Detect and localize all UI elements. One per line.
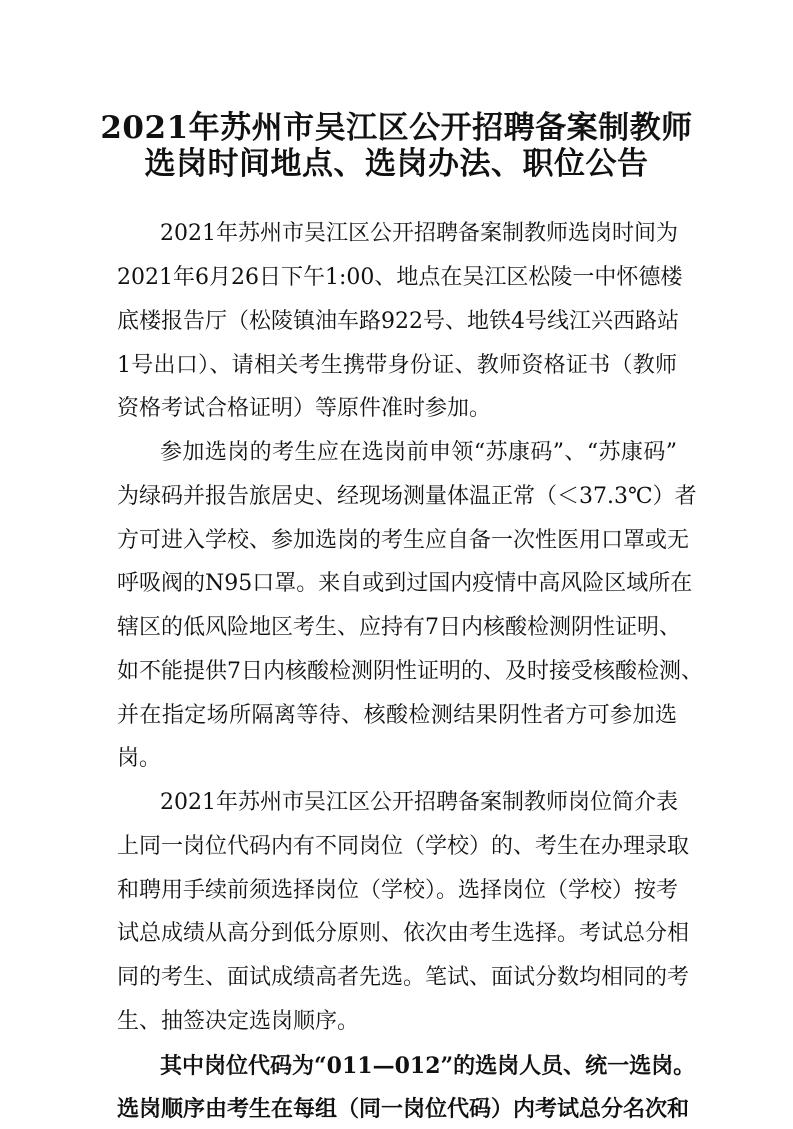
paragraph-3-line: 上同一岗位代码内有不同岗位（学校）的、考生在办理录取 (117, 834, 690, 859)
paragraph-2-line: 呼吸阀的N95口罩。来自或到过国内疫情中高风险区域所在 (117, 571, 693, 596)
paragraph-1-line: 资格考试合格证明）等原件准时参加。 (117, 396, 492, 421)
paragraph-3-line: 生、抽签决定选岗顺序。 (117, 1009, 360, 1034)
paragraph-2-line: 如不能提供7日内核酸检测阴性证明的、及时接受核酸检测、 (117, 659, 703, 684)
paragraph-2-line: 并在指定场所隔离等待、核酸检测结果阴性者方可参加选 (117, 703, 677, 728)
paragraph-1-line: 底楼报告厅（松陵镇油车路922号、地铁4号线江兴西路站 (117, 309, 679, 334)
paragraph-2-line: 岗。 (117, 746, 162, 771)
paragraph-4-line: 其中岗位代码为“011—012”的选岗人员、统一选岗。 (160, 1053, 696, 1079)
paragraph-3-line: 和聘用手续前须选择岗位（学校）。选择岗位（学校）按考 (117, 878, 679, 903)
paragraph-3-line: 试总成绩从高分到低分原则、依次由考生选择。考试总分相 (117, 921, 690, 946)
paragraph-2-line: 为绿码并报告旅居史、经现场测量体温正常（＜37.3℃）者 (117, 484, 697, 509)
paragraph-3-line: 2021年苏州市吴江区公开招聘备案制教师岗位简介表 (160, 790, 678, 815)
paragraph-1-line: 2021年6月26日下午1:00、地点在吴江区松陵一中怀德楼 (117, 265, 683, 290)
paragraph-2-line: 参加选岗的考生应在选岗前申领“苏康码”、“苏康码” (160, 440, 677, 465)
paragraph-2-line: 方可进入学校、参加选岗的考生应自备一次性医用口罩或无 (117, 528, 690, 553)
paragraph-4-line: 选岗顺序由考生在每组（同一岗位代码）内考试总分名次和 (117, 1096, 690, 1122)
paragraph-1-line: 2021年苏州市吴江区公开招聘备案制教师选岗时间为 (160, 221, 678, 246)
paragraph-3-line: 同的考生、面试成绩高者先选。笔试、面试分数均相同的考 (117, 965, 690, 990)
document-title-line-2: 选岗时间地点、选岗办法、职位公告 (144, 146, 649, 182)
document-title-line-1: 2021年苏州市吴江区公开招聘备案制教师 (100, 110, 693, 146)
paragraph-2-line: 辖区的低风险地区考生、应持有7日内核酸检测阴性证明、 (117, 615, 681, 640)
paragraph-1-line: 1号出口）、请相关考生携带身份证、教师资格证书（教师 (117, 353, 677, 378)
